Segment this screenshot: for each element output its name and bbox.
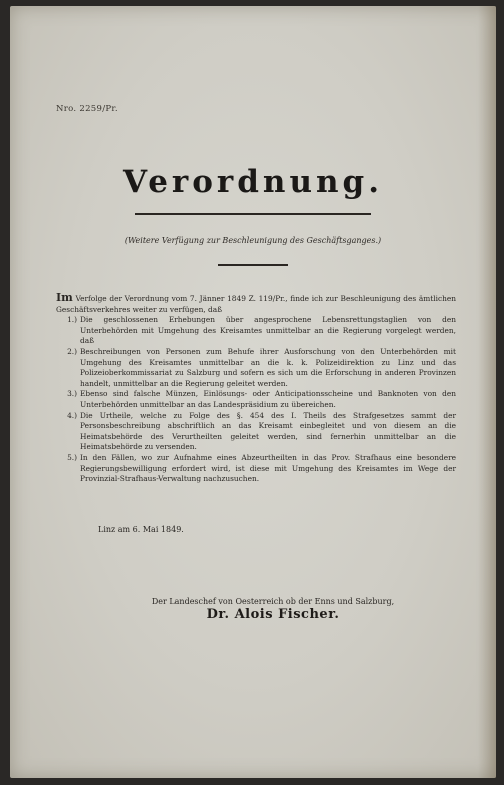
item-text: Ebenso sind falsche Münzen, Einlösungs- oder Anticipationsscheine und Banknoten von den Unterbehörden unmittelbar an das Landespräsidium zu übereichen. bbox=[80, 389, 456, 409]
item-text: Die geschlossenen Erhebungen über angesprochene Lebensrettungstaglien von den Unterbehörden mit Umgehung des Kreisamtes unmittelbar an die Regierung vorgelegt werden, daß bbox=[80, 315, 456, 346]
ordinance-list bbox=[56, 315, 456, 485]
signer-name: Dr. Alois Fischer. bbox=[206, 607, 340, 622]
title-rule bbox=[135, 213, 371, 215]
intro-text: Verfolge der Verordnung vom 7. Jänner 1849 Z. 119/Pr., finde ich zur Beschleunigung des ämtlichen Geschäftsverkehres weiter zu verfügen, daß bbox=[56, 294, 456, 314]
paper-edge bbox=[478, 6, 496, 778]
document-body bbox=[56, 293, 456, 485]
item-number: 5.) bbox=[67, 452, 77, 462]
item-text: Die Urtheile, welche zu Folge des §. 454 des I. Theils des Strafgesetzes sammt der Personsbeschreibung abschriftlich an das Kreisamt einbegleitet und von diesem an die Heimatsbehörde des Verurtheilten geleitet werden, sind fernerhin unmittelbar an die Heimatsbehörde zu versenden. bbox=[80, 410, 456, 452]
item-number: 1.) bbox=[67, 315, 77, 325]
list-item bbox=[56, 347, 456, 389]
place-date: Linz am 6. Mai 1849. bbox=[98, 525, 184, 534]
item-text: Beschreibungen von Personen zum Behufe ihrer Ausforschung von den Unterbehörden mit Umgehung des Kreisamtes unmittelbar an die k. k. Polizeidirektion zu Linz und das Polizeioberkommissariat zu Salzburg und sofern es sich um die Erforschung in anderen Provinzen handelt, unmittelbar an die Regierung geleitet werden. bbox=[80, 346, 456, 388]
list-item bbox=[56, 411, 456, 453]
subtitle-rule bbox=[218, 264, 288, 266]
intro-initial: Im bbox=[56, 291, 73, 304]
document-subtitle: (Weitere Verfügung zur Beschleunigung des Geschäftsganges.) bbox=[124, 236, 382, 245]
document-number: Nro. 2259/Pr. bbox=[56, 104, 118, 114]
item-number: 3.) bbox=[67, 389, 77, 399]
document-title: Verordnung. bbox=[122, 164, 384, 200]
document-page bbox=[10, 6, 496, 778]
item-number: 2.) bbox=[67, 346, 77, 356]
list-item bbox=[56, 453, 456, 485]
item-text: In den Fällen, wo zur Aufnahme eines Abzeurtheilten in das Prov. Strafhaus eine besondere Regierungsbewilligung erfordert wird, ist diese mit Umgehung des Kreisamtes im Wege der Provinzial-Strafhaus-Verwaltung nachzusuchen. bbox=[80, 452, 456, 484]
list-item bbox=[56, 389, 456, 410]
intro-paragraph bbox=[56, 293, 456, 315]
list-item bbox=[56, 315, 456, 347]
signer-title: Der Landeschef von Oesterreich ob der Enns und Salzburg, bbox=[151, 597, 395, 606]
item-number: 4.) bbox=[67, 410, 77, 420]
